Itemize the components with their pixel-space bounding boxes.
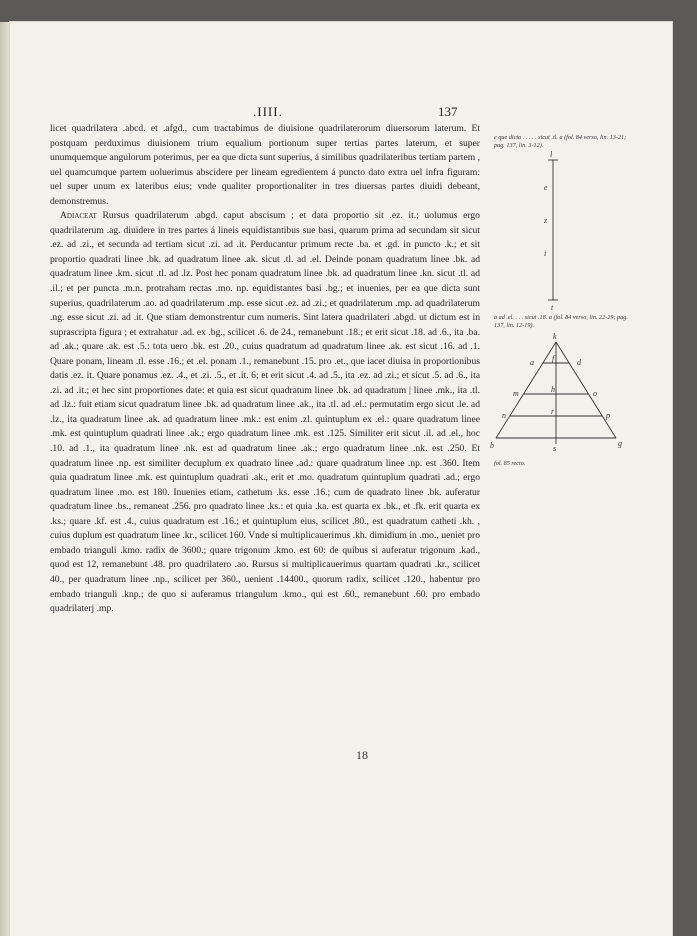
signature-mark: 18 bbox=[356, 748, 368, 762]
tri-label-n: n bbox=[502, 411, 506, 420]
figure-line-segment bbox=[530, 150, 580, 310]
tri-label-o: o bbox=[593, 389, 597, 398]
line-label-i: i bbox=[544, 249, 547, 258]
figure-triangle bbox=[486, 330, 636, 452]
tri-label-a: a bbox=[530, 358, 534, 367]
tri-label-p: p bbox=[606, 411, 610, 420]
margin-note-3: fol. 85 recto. bbox=[494, 460, 526, 467]
page-number: 137 bbox=[438, 104, 458, 119]
tri-label-d: d bbox=[577, 358, 581, 367]
paragraph-2-text: Rursus quadrilaterum .abgd. caput abscisum ; et data proportio sit .ez. it.; uolumus ergo quadrilaterum .ag. diuidere in tres partes á lineis equidistantibus sue basi, quarum prima ad secundam sit sicut .ez. ad .zi., et secunda ad tertiam sicut .zi. ad .it. Perducantur primum recte .ba. et .gd. in puncto .k.; et sit proportio quadrati linee .bk. ad quadratum linee .ak. sicut .tl. ad .el. Deinde ponam quadratum linee .bk. ad quadratum linee .km. sicut .tl. ad .lz. Post hec ponam quadratum linee .bk. ad quadratum linee .kn. sicut .tl. ad .il.; et per puncta .m.n. protraham rectas .mo. np. equidistantes basi .bg.; et inuenies, per ea que dicta sunt superius, quadrilaterum .ao. ad quadrilaterum .mp. esse sicut .ez. ad .zi.; et quadrilaterum .mp. ad quadrilaterum .ng. esse sicut .zi. ad .it. Que stiam demonstrentur cum numeris. Sint latera quadrilateri .abgd. ut dictum est in suprascripta figura ; et extrahatur .ad. ex .bg., scilicet .6. de 24., remanebunt .18.; et erit sicut .18. ad .6., ita .ba. ad .ak.; quare .ak. est .5.: tota uero .bk. est .20., cuius quadratum ad quadratum linee .ak. est sicut .16. ad .1. Quare ponam, lineam .tl. esse .16.; et .el. ponam .1., remanebunt .15. pro .et., que iacet diuisa in proportionibus datis .ez. it. Quare ponamus .ez. .4., et .zi. .5., et .it. 6; et erit sicut .4. ad .5., ita .ez. ad .zi.; et sicut .5. ad .6., ita .zi. ad .it.; et hec sint proportiones date: et quia est sicut quadratum linee .bk. ad quadratum | linee .mk., ita .tl. ad .lz.: fuit etiam sicut quadratum linee .bk. ad quadratum linee .ak., ita .tl. ad .el.: permutatim ergo sicut .le. ad .lz., ita quadratum linee .ak. ad quadratum linee .mk.: est enim .zl. quintuplum ex .el.: quare quadratum linee .mk. est quintuplum quadrati linee .ak.; ergo quadratum linee .mk. est .125. Similiter erit sicut .il. ad .el., hoc .10. ad .1., ita quadratum linee .nk. est ad quadratum linee .ak.; ergo quadratum linee .nk. est .250. Et quadratum linee .np. est similiter decuplum ex quadrato linee .ad.: quare quadratum linee .np. est .360. Item quia quadratum linee .mk. est quintuplum quadrati .ak., erit et .mo. quadratum quintuplum quadrati .ad.; ergo quadratum linee .mo. est 180. Inuenies etiam, cathetum .ks. esse .16.; cum de quadrato linee .bk. auferatur quadratum linee .bs., remaneat .256. pro quadrato linee .ks.: et quia .ka. est quarta ex .bk., et .fk. erit quarta ex .ks.; quare .kf. est .4., cuius quadratum est .16.; et quintuplum eius, scilicet .80., est quadratum catheti .kh. , cuius duplum est quadratum linee .kr., scilicet 160. Vnde si multiplicauerimus .kh. dimidium in .mo., ueniet pro embado trianguli .kmo. radix de 3600.; quare trigonum .kmo. est 60: de quibus si auferatur trigonum .kad., quod est 12, remanebunt .48. pro quadrilatero .ao. Rursus si multiplicauerimus quartam quadrati .kr., scilicet 40., per quadratum linee .np., scilicet per 360., uenient .14400., quorum radix, scilicet .120., habentur pro embado trianguli .knp.; de quo si auferamus triangulum .kmo., qui est .60., remanebunt .60. pro embado quadrilaterj .mp. bbox=[50, 210, 480, 615]
tri-label-m: m bbox=[513, 389, 519, 398]
line-label-t: t bbox=[551, 303, 554, 310]
paragraph-1: licet quadrilatera .abcd. et .afgd., cum tractabimus de diuisione quadrilaterorum diuersorum laterum. Et postquam perduximus diuisionem trium equalium portionum super tertias partes laterum, et super unumquemque angulorum poterimus, per ea que dicta sunt superius, á similibus quadrilateribus tertiam partem , uel quamcumque partem uoluerimus abscidere per lineam egredientem á puncto dato extra uel infra figuram: uel super unum ex lateribus eius; vnde qualiter proportionaliter in tres diuersas partes diuidi debeant, demonstremus. bbox=[50, 123, 480, 207]
margin-note-2: a ad .el. . . . sicut .18. a (fol. 84 verso, lin. 22-29; pag. 137, lin. 12-19). bbox=[494, 314, 628, 329]
line-label-e: e bbox=[544, 183, 548, 192]
tri-label-r: r bbox=[551, 407, 555, 416]
tri-label-g: g bbox=[618, 439, 622, 448]
body-text bbox=[50, 122, 480, 617]
tri-label-h: h bbox=[551, 385, 555, 394]
line-label-l: l bbox=[550, 150, 553, 159]
tri-label-s: s bbox=[553, 444, 557, 452]
section-header: .IIII. bbox=[253, 104, 283, 119]
tri-label-b: b bbox=[490, 441, 494, 450]
paragraph-2-lead: Adiaceat bbox=[60, 210, 97, 222]
margin-note-1: e que dicta . . . . . sicut .tl. a (fol. 84 verso, lin. 13-21; pag. 137, lin. 3-12). bbox=[494, 134, 627, 149]
paragraph-2 bbox=[50, 209, 480, 616]
tri-label-f: f bbox=[552, 354, 555, 363]
tri-label-k: k bbox=[553, 332, 557, 341]
line-label-z: z bbox=[544, 216, 548, 225]
